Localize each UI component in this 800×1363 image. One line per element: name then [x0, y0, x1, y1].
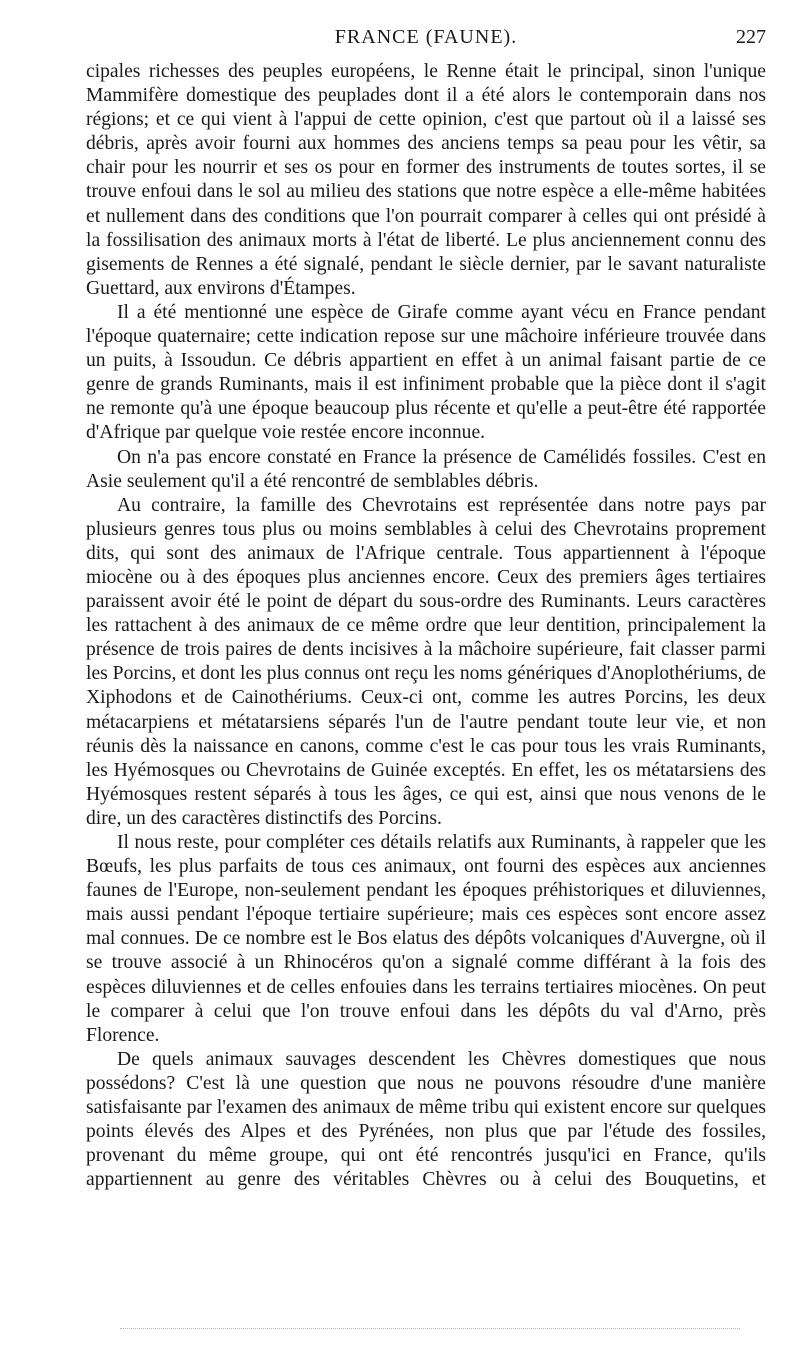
page-number: 227 [736, 26, 766, 48]
paragraph-goats: De quels animaux sauvages descendent les Chèvres domestiques que nous possédons? C'est là une question que nous ne pouvons résoudre d'une manière satisfaisante par l'examen des animaux de même tribu qui existent encore sur quelques points élevés des Alpes et des Pyrénées, non plus que par l'étude des fossiles, provenant du même groupe, qui ont été rencontrés jusqu'ici en France, qu'ils appartiennent au genre des véritables Chèvres ou à celui des Bouquetins, et [86, 1048, 766, 1191]
paragraph-giraffe: Il a été mentionné une espèce de Girafe comme ayant vécu en France pendant l'époque quaternaire; cette indication repose sur une mâchoire inférieure trouvée dans un puits, à Issoudun. Ce débris appartient en effet à un animal faisant partie de ce genre de grands Ruminants, mais il est infiniment probable que la pièce dont il s'agit ne remonte qu'à une époque beaucoup plus récente et qu'elle a peut-être été rapportée d'Afrique par quelque voie restée encore inconnue. [86, 301, 766, 444]
paragraph-chevrotains: Au contraire, la famille des Chevrotains est représentée dans notre pays par plusieurs genres tous plus ou moins semblables à celui des Chevrotains proprement dits, qui sont des animaux de l'Afrique centrale. Tous appartiennent à l'époque miocène ou à des époques plus anciennes encore. Ceux des premiers âges tertiaires paraissent avoir été le point de départ du sous-ordre des Ruminants. Leurs caractères les rattachent à des animaux de ce même ordre que leur dentition, principalement la présence de trois paires de dents incisives à la mâchoire supérieure, fait classer parmi les Porcins, et dont les plus connus ont reçu les noms génériques d'Anoplothériums, de Xiphodons et de Cainothériums. Ceux-ci ont, comme les autres Porcins, les deux métacarpiens et métatarsiens séparés l'un de l'autre pendant toute leur vie, et non réunis dès la naissance en canons, comme c'est le cas pour tous les vrais Ruminants, les Hyémosques ou Chevrotains de Guinée exceptés. En effet, les os métatarsiens des Hyémosques restent séparés à tous les âges, ce qui est, ainsi que nous venons de le dire, un des caractères distinctifs des Porcins. [86, 494, 766, 829]
footer-bleed-through [120, 1328, 740, 1329]
running-title: FRANCE (FAUNE). [334, 26, 518, 48]
paragraph-camelids: On n'a pas encore constaté en France la présence de Camélidés fossiles. C'est en Asie seulement qu'il a été rencontré de semblables débris. [86, 446, 766, 492]
paragraph-oxen: Il nous reste, pour compléter ces détails relatifs aux Ruminants, à rappeler que les Bœufs, les plus parfaits de tous ces animaux, ont fourni des espèces aux anciennes faunes de l'Europe, non-seulement pendant les époques préhistoriques et diluviennes, mais aussi pendant l'époque tertiaire supérieure; mais ces espèces sont encore assez mal connues. De ce nombre est le Bos elatus des dépôts volcaniques d'Auvergne, où il se trouve associé à un Rhinocéros qu'on a signalé comme différant à la fois des espèces diluviennes et de celles enfouies dans les terrains tertiaires miocènes. On peut le comparer à celui que l'on trouve enfoui dans les dépôts du val d'Arno, près Florence. [86, 832, 766, 1046]
running-head [86, 26, 766, 56]
paragraph-reindeer: cipales richesses des peuples européens, le Renne était le principal, sinon l'unique Mammifère domestique des peuplades dont il a été alors le contemporain dans nos régions; et ce qui vient à l'appui de cette opinion, c'est que partout où il a laissé ses débris, après avoir fourni aux hommes des anciens temps sa peau pour les vêtir, sa chair pour les nourrir et ses os pour en former des instruments de toutes sortes, il se trouve enfoui dans le sol au milieu des stations que notre espèce a elle-même habitées et nullement dans des conditions que l'on pourrait comparer à celles qui ont présidé à la fossilisation des animaux morts à l'état de liberté. Le plus anciennement connu des gisements de Rennes a été signalé, pendant le siècle dernier, par le savant naturaliste Guettard, aux environs d'Étampes. [86, 61, 766, 299]
body-text [86, 60, 766, 1192]
